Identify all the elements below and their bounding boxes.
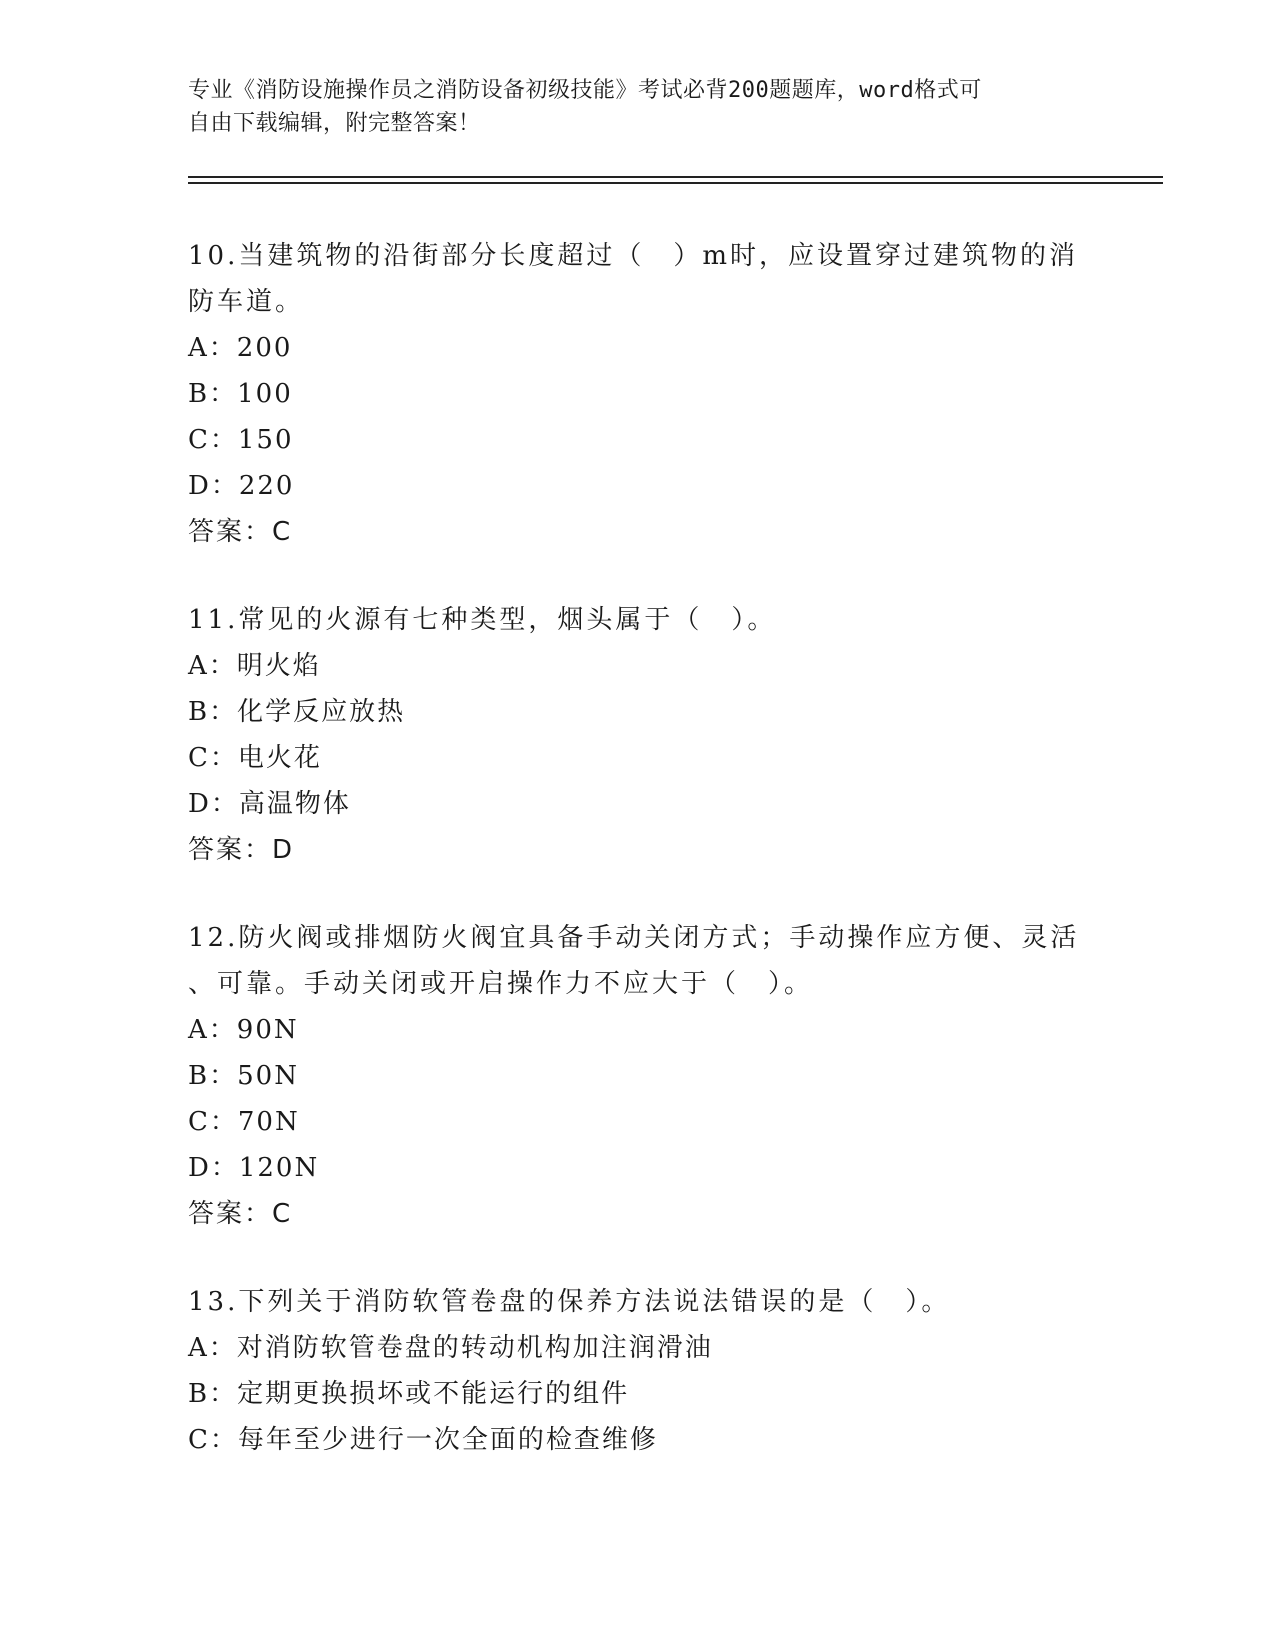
- option-c: C：70N: [188, 1107, 300, 1137]
- question-stem: 13.下列关于消防软管卷盘的保养方法说法错误的是（ ）。: [188, 1287, 951, 1317]
- option-d: D：高温物体: [188, 789, 351, 819]
- option-d: D：120N: [188, 1153, 320, 1183]
- header-line-2: 自由下载编辑，附完整答案！: [188, 111, 481, 136]
- question-12: [188, 915, 1088, 1237]
- answer: 答案：C: [188, 1199, 293, 1229]
- option-a: A：明火焰: [188, 651, 321, 681]
- document-header: [188, 74, 1068, 140]
- header-rule-bottom: [188, 182, 1163, 184]
- option-a: A：对消防软管卷盘的转动机构加注润滑油: [188, 1333, 713, 1363]
- question-stem: [188, 233, 1088, 325]
- question-list: [188, 233, 1088, 1505]
- option-b: B：50N: [188, 1061, 299, 1091]
- option-b: B：定期更换损坏或不能运行的组件: [188, 1379, 630, 1409]
- stem-line-2: 防车道。: [188, 287, 305, 317]
- option-b: B：100: [188, 379, 293, 409]
- option-a: A：200: [188, 333, 293, 363]
- answer: 答案：C: [188, 517, 293, 547]
- option-d: D：220: [188, 471, 295, 501]
- header-rule-top: [188, 176, 1163, 178]
- option-c: C：电火花: [188, 743, 322, 773]
- question-stem: [188, 915, 1088, 1007]
- option-a: A：90N: [188, 1015, 299, 1045]
- stem-line-2: 、可靠。手动关闭或开启操作力不应大于（ ）。: [188, 969, 814, 999]
- option-c: C：150: [188, 425, 294, 455]
- question-11: [188, 597, 1088, 873]
- stem-line-1: 10.当建筑物的沿街部分长度超过（ ）m时，应设置穿过建筑物的消: [188, 241, 1079, 271]
- question-13: [188, 1279, 1088, 1463]
- stem-line-1: 12.防火阀或排烟防火阀宜具备手动关闭方式；手动操作应方便、灵活: [188, 923, 1080, 953]
- option-c: C：每年至少进行一次全面的检查维修: [188, 1425, 658, 1455]
- question-10: [188, 233, 1088, 555]
- header-line-1: 专业《消防设施操作员之消防设备初级技能》考试必背200题题库，word格式可: [188, 78, 982, 103]
- option-b: B：化学反应放热: [188, 697, 406, 727]
- question-stem: 11.常见的火源有七种类型，烟头属于（ ）。: [188, 605, 777, 635]
- answer: 答案：D: [188, 835, 295, 865]
